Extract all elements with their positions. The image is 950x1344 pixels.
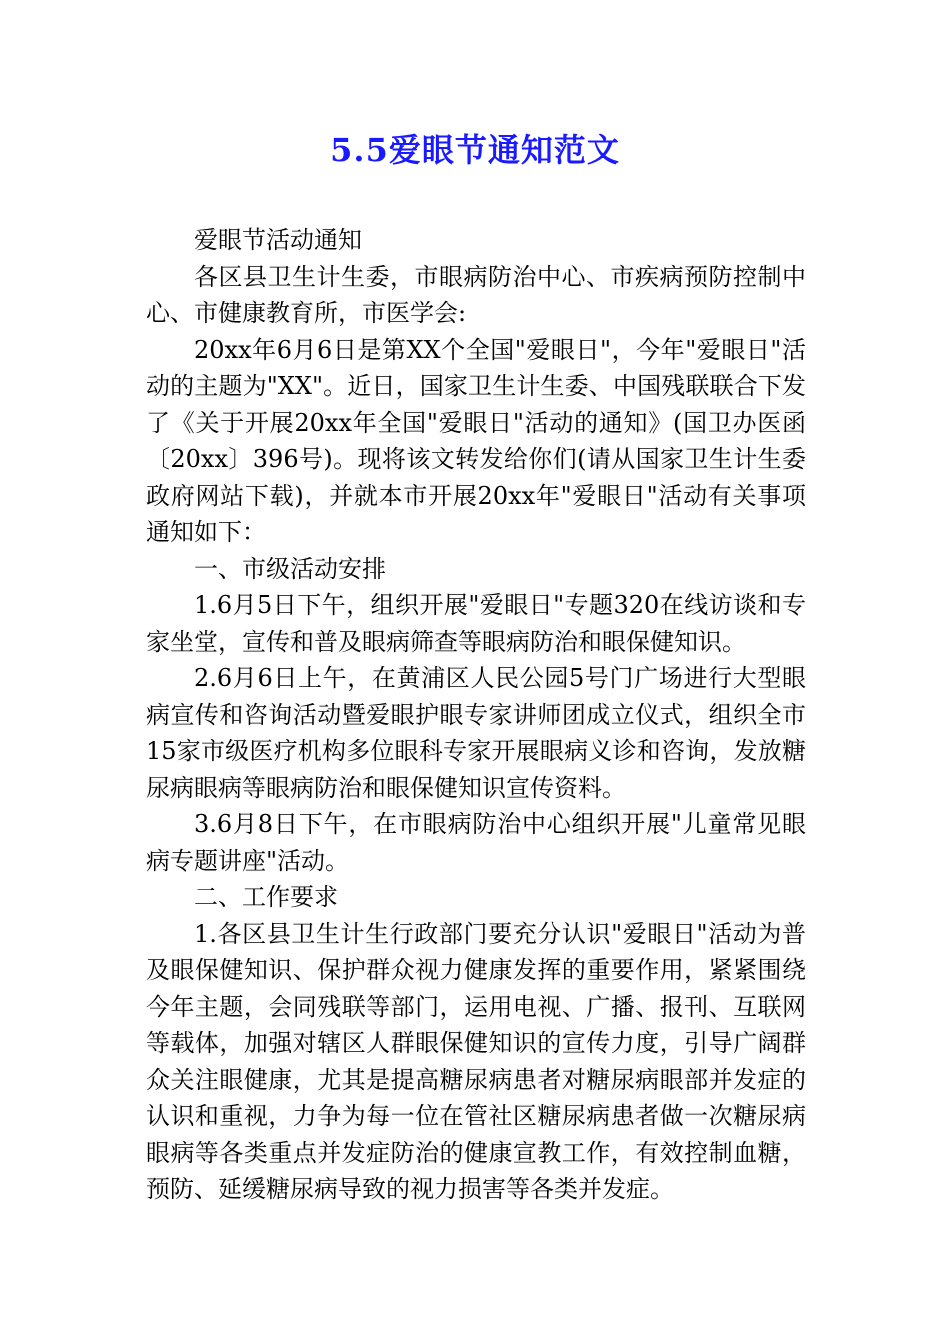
section-heading-city-activities: 一、市级活动安排 xyxy=(194,554,386,583)
section-heading-work-requirements: 二、工作要求 xyxy=(194,883,338,911)
notice-heading: 爱眼节活动通知 xyxy=(194,226,362,254)
document-body xyxy=(146,222,806,1208)
intro-paragraph: 20xx年6月6日是第XX个全国"爱眼日"，今年"爱眼日"活动的主题为"XX"。近日，国家卫生计生委、中国残联联合下发了《关于开展20xx年全国"爱眼日"活动的通知》(国卫办医函〔20xx〕396号)。现将该文转发给你们(请从国家卫生计生委政府网站下载)，并就本市开展20xx年"爱眼日"活动有关事项通知如下： xyxy=(146,335,806,546)
activity-item-3: 3.6月8日下午，在市眼病防治中心组织开展"儿童常见眼病专题讲座"活动。 xyxy=(146,810,806,875)
requirement-item-1: 1.各区县卫生计生行政部门要充分认识"爱眼日"活动为普及眼保健知识、保护群众视力健康发挥的重要作用，紧紧围绕今年主题，会同残联等部门，运用电视、广播、报刊、互联网等载体，加强对辖区人群眼保健知识的宣传力度，引导广阔群众关注眼健康，尤其是提高糖尿病患者对糖尿病眼部并发症的认识和重视，力争为每一位在管社区糖尿病患者做一次糖尿病眼病等各类重点并发症防治的健康宣教工作，有效控制血糖，预防、延缓糖尿病导致的视力损害等各类并发症。 xyxy=(146,919,806,1203)
document-title: 5.5爱眼节通知范文 xyxy=(330,131,620,169)
activity-item-2: 2.6月6日上午，在黄浦区人民公园5号门广场进行大型眼病宣传和咨询活动暨爱眼护眼专家讲师团成立仪式，组织全市15家市级医疗机构多位眼科专家开展眼病义诊和咨询，发放糖尿病眼病等眼病防治和眼保健知识宣传资料。 xyxy=(146,664,806,802)
recipients-paragraph: 各区县卫生计生委，市眼病防治中心、市疾病预防控制中心、市健康教育所，市医学会: xyxy=(146,262,806,327)
activity-item-1: 1.6月5日下午，组织开展"爱眼日"专题320在线访谈和专家坐堂，宣传和普及眼病筛查等眼病防治和眼保健知识。 xyxy=(146,591,806,656)
